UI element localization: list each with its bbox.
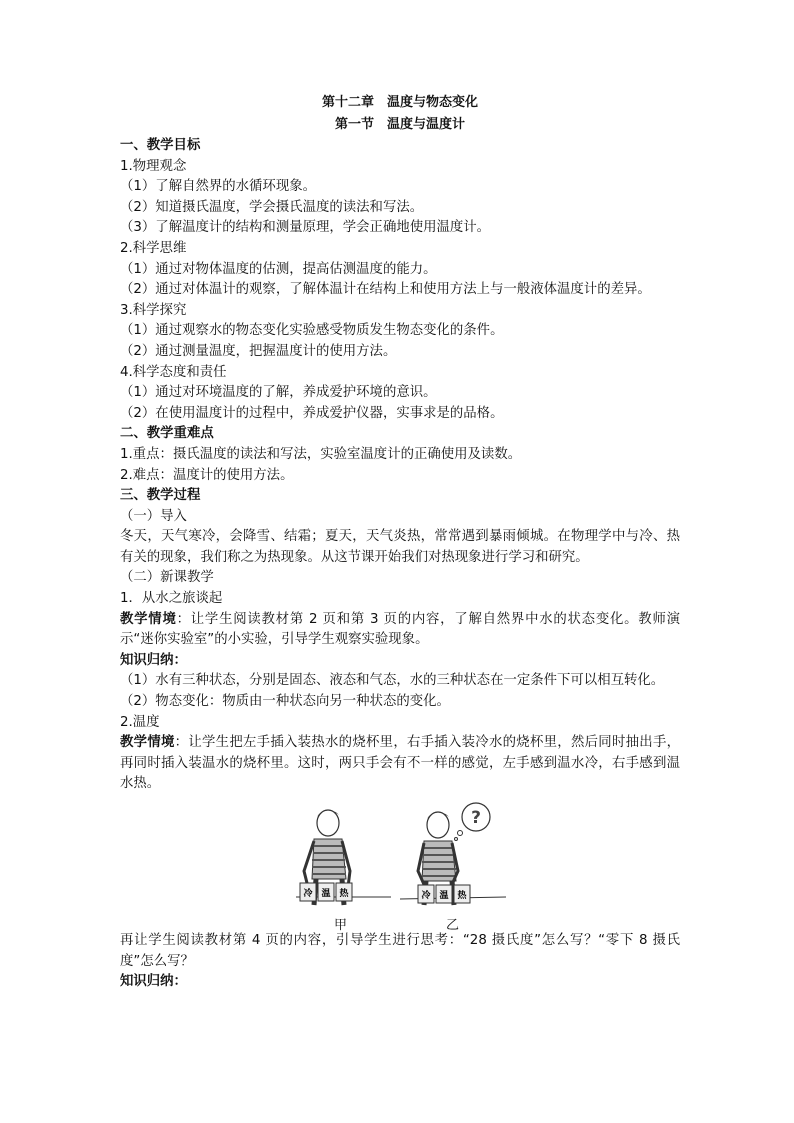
- text-line: （1）水有三种状态，分别是固态、液态和气态，水的三种状态在一定条件下可以相互转化。: [120, 673, 665, 689]
- subheading: （一）导入: [120, 508, 187, 524]
- beaker-cold-label: 冷: [421, 891, 431, 901]
- experiment-illustration: [296, 801, 506, 927]
- subheading: 2.科学思维: [120, 240, 187, 256]
- figure-person-a: [296, 801, 391, 913]
- text-line: （1）通过对物体温度的估测，提高估测温度的能力。: [120, 261, 437, 277]
- text-line: 2.难点：温度计的使用方法。: [120, 467, 294, 483]
- heading-key-points: 二、教学重难点: [120, 426, 214, 442]
- scenario-label: 教学情境: [120, 611, 177, 627]
- beaker-warm-label: 温: [439, 891, 449, 901]
- subheading: 1.物理观念: [120, 158, 187, 174]
- beaker-hot-label: 热: [339, 889, 349, 899]
- summary-label: 知识归纳：: [120, 652, 187, 668]
- text-line: （2）通过测量温度，把握温度计的使用方法。: [120, 343, 397, 359]
- beaker-cold-label: 冷: [303, 889, 313, 899]
- text-line: （1）通过对环境温度的了解，养成爱护环境的意识。: [120, 385, 437, 401]
- heading-objectives: 一、教学目标: [120, 138, 201, 153]
- subheading: （二）新课教学: [120, 570, 214, 586]
- subheading: 3.科学探究: [120, 302, 187, 318]
- figure-person-b: [400, 801, 506, 913]
- text-line: （1）通过观察水的物态变化实验感受物质发生物态变化的条件。: [120, 323, 504, 339]
- text-line: （2）物态变化：物质由一种状态向另一种状态的变化。: [120, 694, 450, 710]
- experiment-figure: [120, 801, 680, 933]
- question-mark-icon: ?: [471, 808, 481, 828]
- heading-process: 三、教学过程: [120, 488, 201, 504]
- beaker-warm-label: 温: [321, 889, 331, 899]
- chapter-title: 第十二章 温度与物态变化: [321, 95, 478, 110]
- text-line: （2）在使用温度计的过程中，养成爱护仪器，实事求是的品格。: [120, 405, 504, 421]
- intro-paragraph: 冬天，天气寒冷，会降雪、结霜；夏天，天气炎热，常常遇到暴雨倾城。在物理学中与冷、热有关的现象，我们称之为热现象。从这节课开始我们对热现象进行学习和研究。: [120, 529, 680, 565]
- caption-a: 甲: [334, 918, 348, 933]
- summary-label-2: 知识归纳：: [120, 974, 187, 990]
- scenario-text: ：让学生阅读教材第 2 页和第 3 页的内容，了解自然界中水的状态变化。教师演示“迷你实验室”的小实验，引导学生观察实验现象。: [120, 611, 680, 648]
- subheading: 1．从水之旅谈起: [120, 591, 223, 607]
- text-line: （2）知道摄氏温度，学会摄氏温度的读法和写法。: [120, 199, 424, 215]
- followup-paragraph: 再让学生阅读教材第 4 页的内容，引导学生进行思考：“28 摄氏度”怎么写？“零下 8 摄氏度”怎么写？: [120, 933, 680, 969]
- document-page: [120, 92, 680, 993]
- scenario-label: 教学情境: [120, 735, 175, 751]
- scenario-text: ：让学生把左手插入装热水的烧杯里，右手插入装冷水的烧杯里，然后同时抽出手，再同时插入装温水的烧杯里。这时，两只手会有不一样的感觉，左手感到温水冷，右手感到温水热。: [120, 735, 681, 792]
- text-line: （1）了解自然界的水循环现象。: [120, 179, 316, 195]
- text-line: （3）了解温度计的结构和测量原理，学会正确地使用温度计。: [120, 220, 491, 236]
- text-line: 1.重点：摄氏温度的读法和写法，实验室温度计的正确使用及读数。: [120, 446, 522, 462]
- section-title: 第一节 温度与温度计: [334, 117, 465, 132]
- text-line: （2）通过对体温计的观察，了解体温计在结构上和使用方法上与一般液体温度计的差异。: [120, 282, 651, 298]
- scenario-paragraph-2: [120, 733, 680, 795]
- beaker-hot-label: 热: [457, 891, 467, 901]
- scenario-paragraph-1: [120, 610, 680, 651]
- subheading: 2.温度: [120, 714, 160, 730]
- caption-b: 乙: [446, 918, 460, 933]
- subheading: 4.科学态度和责任: [120, 364, 227, 380]
